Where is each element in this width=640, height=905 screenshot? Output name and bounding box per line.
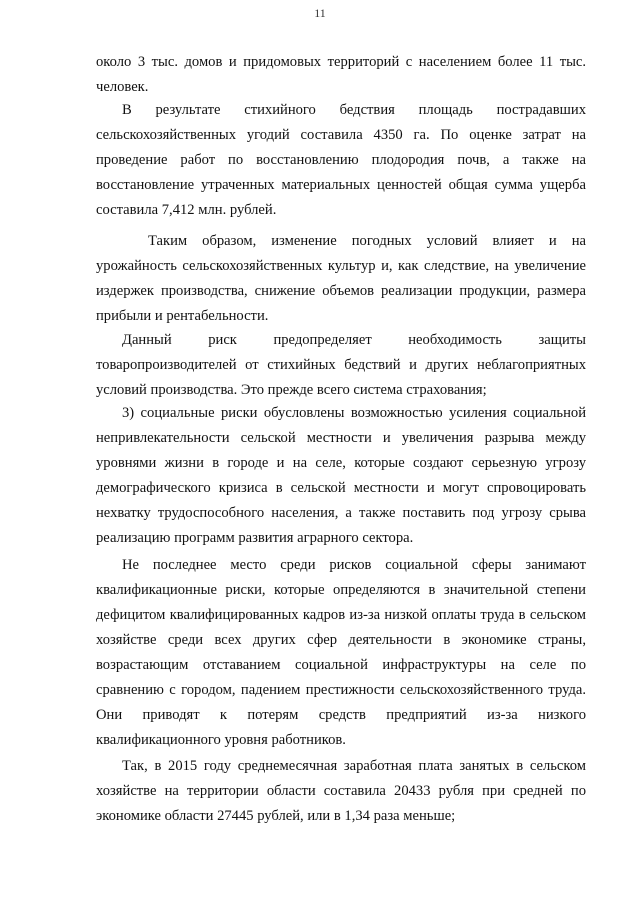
paragraph-4: Данный риск предопределяет необходимость защиты товаропроизводителей от стихийных бедствий и других неблагоприятных условий производства. Это прежде всего система страхования; [96, 332, 586, 398]
paragraph-3: Таким образом, изменение погодных условий влияет и на урожайность сельскохозяйственных культур и, как следствие, на увеличение издержек производства, снижение объемов реализации продукции, размера прибыли и рентабельности. [96, 233, 586, 324]
paragraph-1: около 3 тыс. домов и придомовых территорий с населением более 11 тыс. человек. [96, 54, 586, 95]
paragraph-6: Не последнее место среди рисков социальной сферы занимают квалификационные риски, которые определяются в значительной степени дефицитом квалифицированных кадров из-за низкой оплаты труда в сельском хозяйстве среди всех других сфер деятельности в экономике страны, возрастающим отставанием социальной инфраструктуры на селе по сравнению с городом, падением престижности сельскохозяйственного труда. Они приводят к потерям средств предприятий из-за низкого квалификационного уровня работников. [96, 557, 586, 748]
paragraph-2: В результате стихийного бедствия площадь пострадавших сельскохозяйственных угодий составила 4350 га. По оценке затрат на проведение работ по восстановлению плодородия почв, а также на восстановление утраченных материальных ценностей общая сумма ущерба составила 7,412 млн. рублей. [96, 102, 586, 218]
page-number: 11 [314, 6, 326, 20]
paragraph-7: Так, в 2015 году среднемесячная заработная плата занятых в сельском хозяйстве на территории области составила 20433 рубля при средней по экономике области 27445 рублей, или в 1,34 раза меньше; [96, 758, 586, 824]
paragraph-5: 3) социальные риски обусловлены возможностью усиления социальной непривлекательности сельской местности и увеличения разрыва между уровнями жизни в городе и на селе, которые создают серьезную угрозу демографического кризиса в сельской местности и могут спровоцировать нехватку трудоспособного населения, а также поставить под угрозу срыва реализацию программ развития аграрного сектора. [96, 405, 586, 546]
